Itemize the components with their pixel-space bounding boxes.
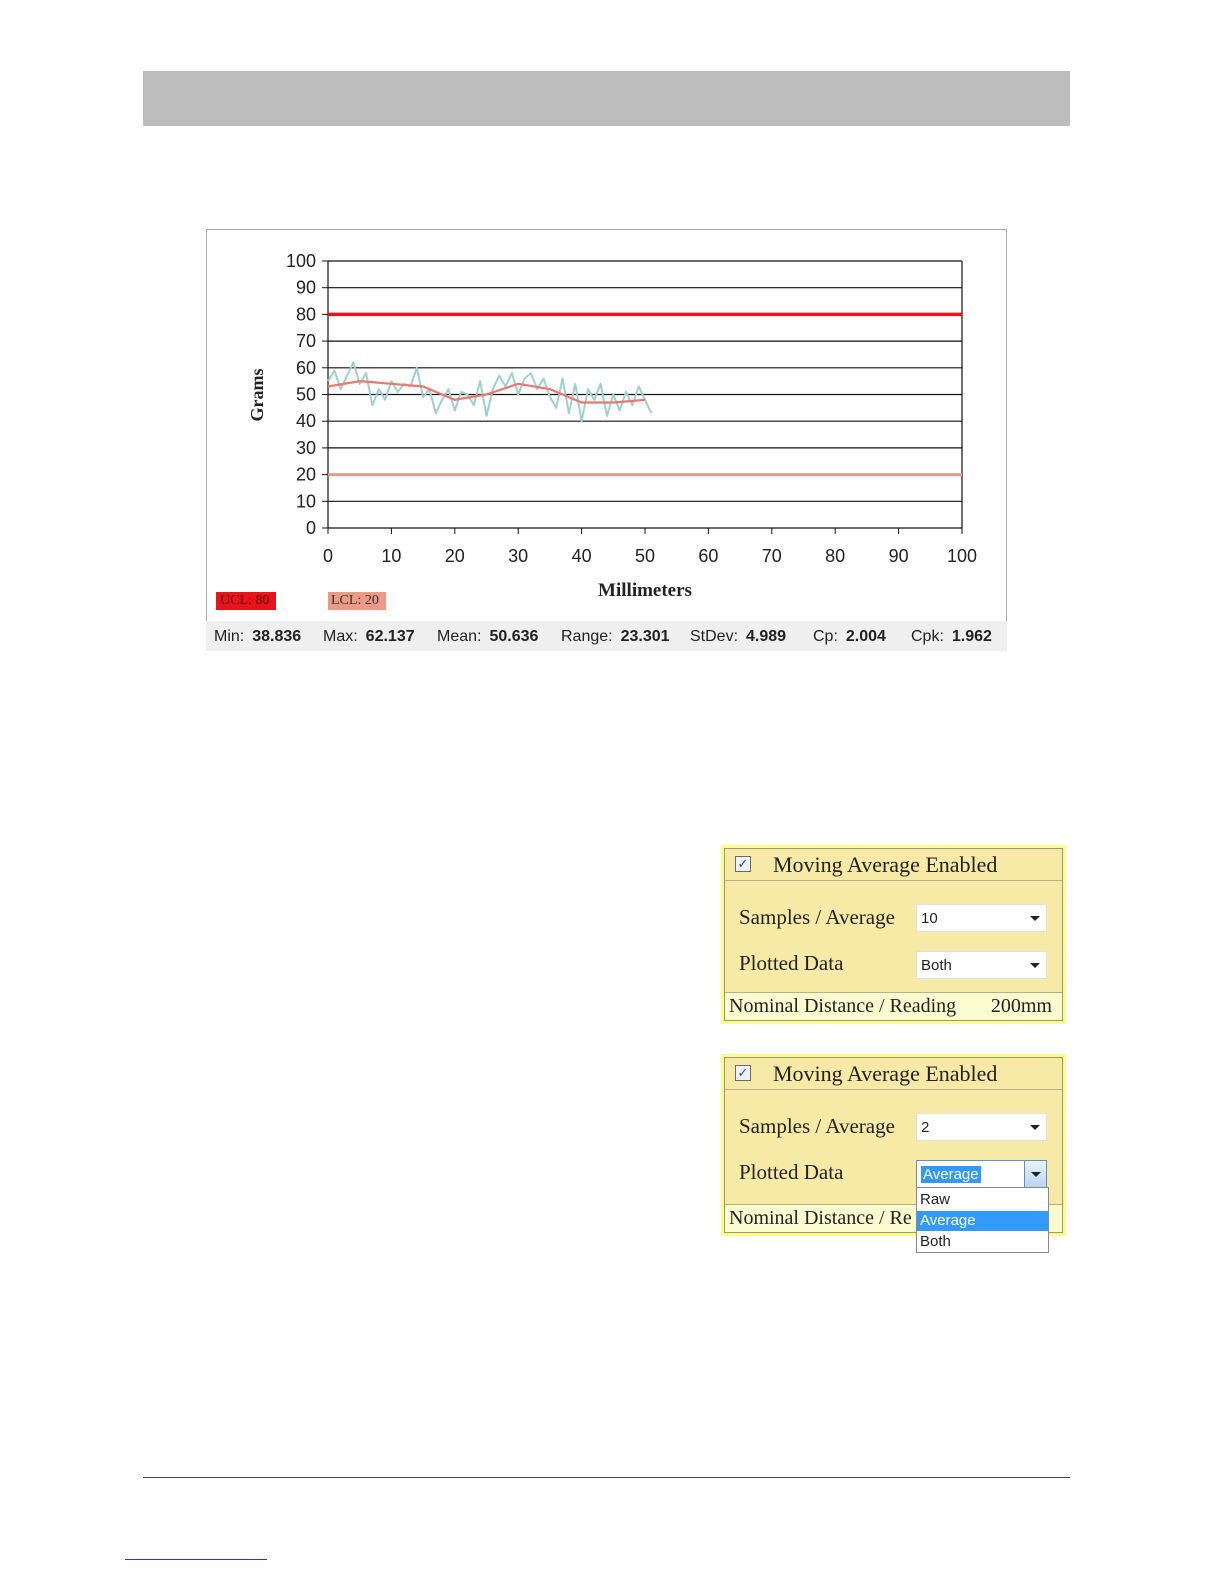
stat-max-label: Max: xyxy=(323,628,358,645)
stat-min-label: Min: xyxy=(214,628,245,645)
stats-bar xyxy=(206,621,1007,651)
stat-range-label: Range: xyxy=(561,628,613,645)
stat-range xyxy=(561,628,670,646)
x-axis-label: Millimeters xyxy=(598,580,692,601)
panel-1-footer xyxy=(725,992,1062,1020)
stat-stdev-label: StDev: xyxy=(690,628,739,645)
plotted-data-select-open[interactable] xyxy=(916,1160,1047,1188)
stat-mean xyxy=(437,628,538,646)
plotted-data-select[interactable] xyxy=(916,951,1047,979)
plotted-data-value xyxy=(921,1166,981,1183)
chart-frame xyxy=(206,229,1007,622)
footer-rule xyxy=(143,1477,1070,1478)
y-tick-label: 50 xyxy=(295,384,316,405)
samples-average-select[interactable] xyxy=(916,1113,1047,1141)
moving-average-checkbox[interactable]: ✓ xyxy=(735,856,751,872)
dropdown-option-both[interactable]: Both xyxy=(920,1233,951,1250)
x-tick-label: 50 xyxy=(634,546,656,566)
samples-average-select[interactable] xyxy=(916,904,1047,932)
samples-average-value: 10 xyxy=(921,910,938,927)
dropdown-option-average[interactable]: Average xyxy=(917,1211,1048,1231)
x-tick-label: 80 xyxy=(825,546,846,566)
x-tick-label: 70 xyxy=(761,546,782,566)
dropdown-arrow-button[interactable] xyxy=(1024,1161,1046,1187)
raw-series-line xyxy=(328,362,651,421)
panel-1-title-row xyxy=(725,849,1062,881)
plotted-data-selected-text: Average xyxy=(923,1166,979,1183)
stat-mean-value: 50.636 xyxy=(489,628,539,645)
stat-cp xyxy=(813,628,886,646)
moving-average-panel-1 xyxy=(721,845,1066,1024)
y-tick-label: 80 xyxy=(295,304,316,325)
stat-cp-value: 2.004 xyxy=(845,628,886,645)
stat-max-value: 62.137 xyxy=(365,628,415,645)
chevron-down-icon xyxy=(1030,916,1040,921)
y-tick-label: 60 xyxy=(295,357,316,378)
stat-mean-label: Mean: xyxy=(437,628,482,645)
chevron-down-icon xyxy=(1030,963,1040,968)
samples-average-value: 2 xyxy=(921,1119,930,1136)
y-tick-label: 10 xyxy=(295,491,316,512)
stat-max xyxy=(323,628,415,646)
x-tick-label: 60 xyxy=(698,546,719,566)
panel-2-title: Moving Average Enabled xyxy=(773,1061,998,1086)
plotted-data-value: Both xyxy=(921,957,952,974)
chevron-down-icon xyxy=(1031,1172,1041,1177)
panel-2-title-row xyxy=(725,1058,1062,1090)
stat-cpk xyxy=(911,628,992,646)
stat-cp-label: Cp: xyxy=(813,628,838,645)
nominal-distance-label: Nominal Distance / Reading xyxy=(729,995,957,1017)
footer-link-underline xyxy=(125,1559,267,1560)
header-bar xyxy=(143,71,1070,126)
samples-average-label: Samples / Average xyxy=(739,1114,895,1138)
stat-min-value: 38.836 xyxy=(252,628,302,645)
nominal-distance-value: 200mm xyxy=(990,995,1052,1017)
x-tick-label: 20 xyxy=(444,546,465,566)
y-tick-label: 70 xyxy=(295,331,316,352)
plotted-data-dropdown-list xyxy=(916,1187,1049,1253)
y-tick-label: 100 xyxy=(285,251,316,271)
plotted-data-label: Plotted Data xyxy=(739,1160,844,1184)
lcl-legend: LCL: 20 xyxy=(328,592,386,610)
samples-average-label: Samples / Average xyxy=(739,905,895,929)
panel-1-inner xyxy=(724,848,1063,1021)
x-tick-label: 100 xyxy=(946,546,978,566)
y-tick-label: 40 xyxy=(295,411,316,432)
stat-stdev xyxy=(690,628,786,646)
y-tick-label: 20 xyxy=(295,464,316,485)
stat-range-value: 23.301 xyxy=(620,628,670,645)
stat-min xyxy=(214,628,301,646)
y-tick-label: 90 xyxy=(295,277,316,298)
x-tick-label: 10 xyxy=(381,546,402,566)
dropdown-option-raw[interactable]: Raw xyxy=(920,1191,951,1208)
ucl-legend: UCL: 80 xyxy=(216,592,276,610)
stat-cpk-label: Cpk: xyxy=(911,628,944,645)
moving-average-checkbox[interactable]: ✓ xyxy=(735,1065,751,1081)
x-tick-label: 40 xyxy=(571,546,592,566)
stat-stdev-value: 4.989 xyxy=(746,628,787,645)
panel-1-title: Moving Average Enabled xyxy=(773,852,998,877)
y-tick-label: 30 xyxy=(295,437,316,458)
x-tick-label: 90 xyxy=(888,546,909,566)
x-tick-label: 30 xyxy=(508,546,529,566)
chevron-down-icon xyxy=(1030,1125,1040,1130)
nominal-distance-label: Nominal Distance / Re xyxy=(729,1207,912,1229)
y-axis-label: Grams xyxy=(247,368,267,422)
plotted-data-label: Plotted Data xyxy=(739,951,844,975)
x-tick-label: 0 xyxy=(322,546,334,566)
chart-svg xyxy=(207,230,1006,621)
y-tick-label: 0 xyxy=(305,518,316,538)
stat-cpk-value: 1.962 xyxy=(951,628,992,645)
